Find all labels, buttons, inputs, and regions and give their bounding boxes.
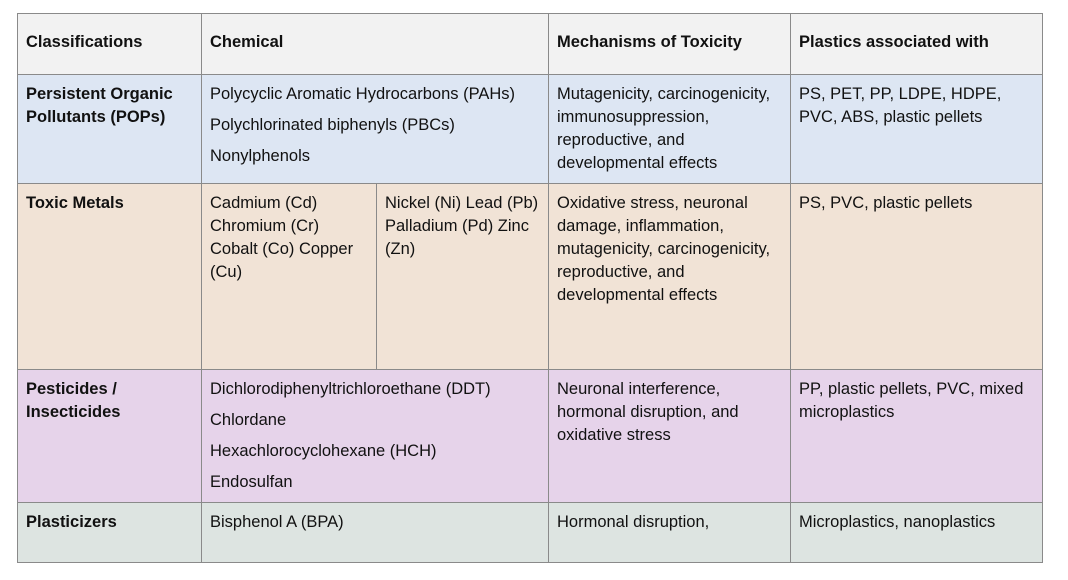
header-row — [18, 14, 1043, 75]
toxicity-table-container — [17, 13, 1043, 563]
chemical-cell — [202, 503, 549, 563]
chemical-cell — [202, 75, 549, 184]
mechanisms-cell: Neuronal interference, hormonal disruption, and oxidative stress — [549, 370, 791, 503]
mechanisms-cell: Mutagenicity, carcinogenicity, immunosuppression, reproductive, and developmental effects — [549, 75, 791, 184]
classification-cell: Pesticides / Insecticides — [18, 370, 202, 503]
classification-cell: Plasticizers — [18, 503, 202, 563]
chemical-item: Hexachlorocyclohexane (HCH) — [210, 442, 437, 460]
header-classifications: Classifications — [18, 14, 202, 75]
chemical-cell — [202, 370, 549, 503]
toxicity-table — [17, 13, 1043, 563]
classification-cell: Toxic Metals — [18, 184, 202, 370]
table-row-metals — [18, 184, 1043, 370]
mechanisms-cell: Hormonal disruption, — [549, 503, 791, 563]
table-row-pesticides — [18, 370, 1043, 503]
header-chemical: Chemical — [202, 14, 549, 75]
chemical-item: Polycyclic Aromatic Hydrocarbons (PAHs) — [210, 85, 516, 103]
chemical-item: Polychlorinated biphenyls (PBCs) — [210, 116, 455, 134]
chemical-item: Dichlorodiphenyltrichloroethane (DDT) — [210, 380, 491, 398]
header-mechanisms: Mechanisms of Toxicity — [549, 14, 791, 75]
plastics-cell: Microplastics, nanoplastics — [791, 503, 1043, 563]
table-row-pops — [18, 75, 1043, 184]
chemical-item: Chlordane — [210, 411, 287, 429]
table-row-plasticizers — [18, 503, 1043, 563]
mechanisms-cell: Oxidative stress, neuronal damage, inflammation, mutagenicity, carcinogenicity, reproductive, and developmental effects — [549, 184, 791, 370]
chemical-cell-left: Cadmium (Cd) Chromium (Cr) Cobalt (Co) Copper (Cu) — [202, 184, 377, 370]
plastics-cell: PS, PET, PP, LDPE, HDPE, PVC, ABS, plastic pellets — [791, 75, 1043, 184]
chemical-item: Bisphenol A (BPA) — [210, 513, 344, 531]
chemical-cell-right: Nickel (Ni) Lead (Pb) Palladium (Pd) Zinc (Zn) — [377, 184, 549, 370]
plastics-cell: PS, PVC, plastic pellets — [791, 184, 1043, 370]
chemical-item: Nonylphenols — [210, 147, 310, 165]
chemical-item: Endosulfan — [210, 473, 293, 491]
plastics-cell: PP, plastic pellets, PVC, mixed microplastics — [791, 370, 1043, 503]
classification-cell: Persistent Organic Pollutants (POPs) — [18, 75, 202, 184]
header-plastics: Plastics associated with — [791, 14, 1043, 75]
